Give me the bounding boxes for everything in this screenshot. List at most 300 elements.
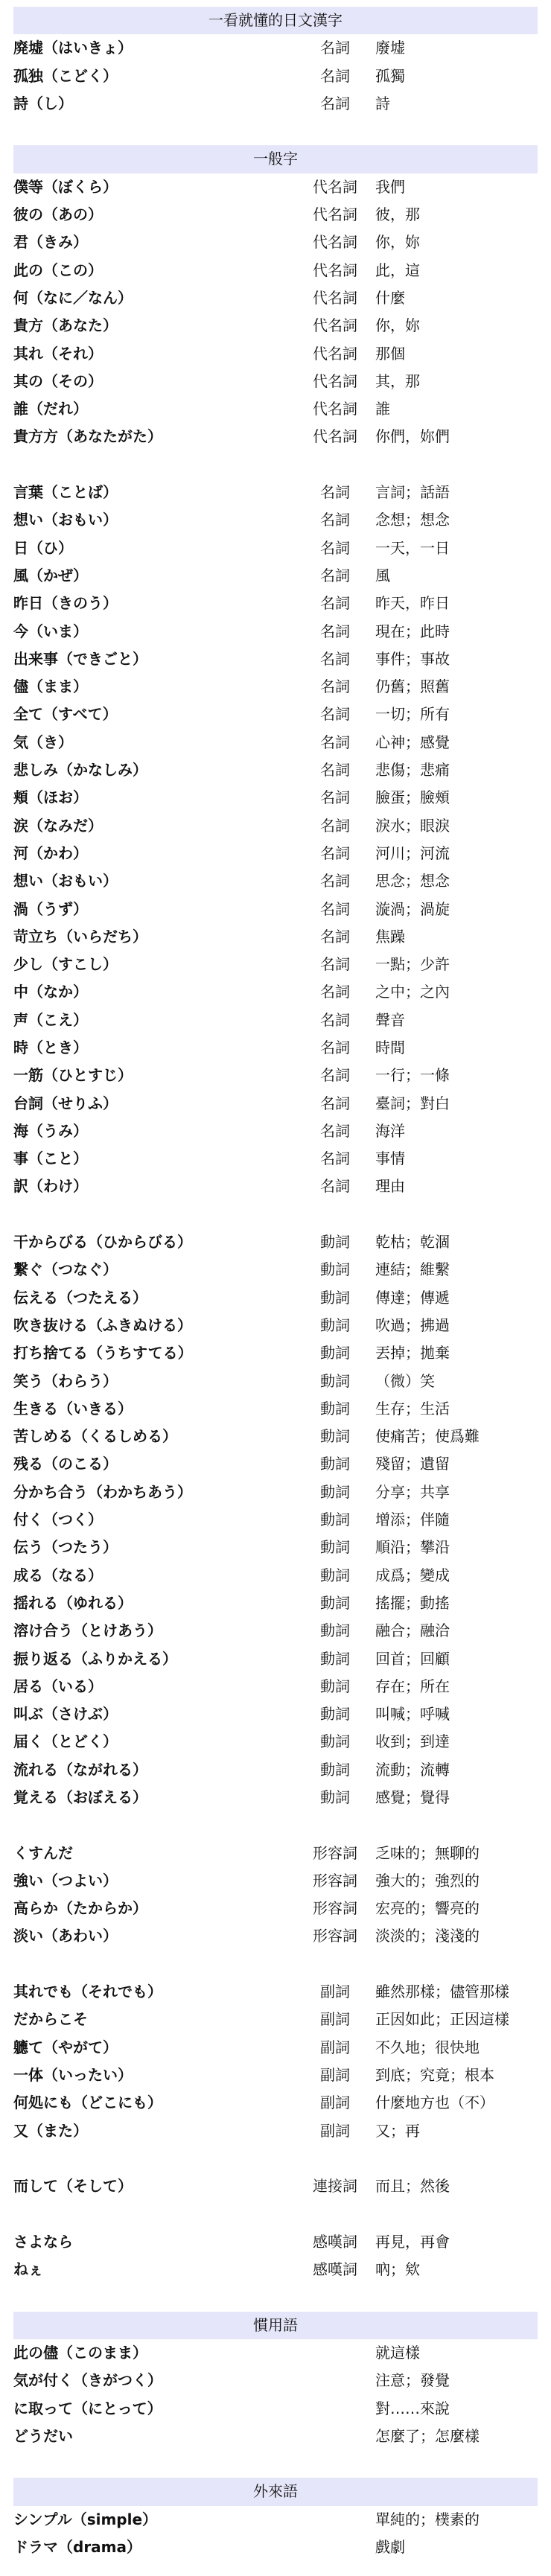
vocab-row <box>0 1784 551 1811</box>
part-of-speech: 副詞 <box>320 2038 350 2056</box>
vocab-word: 誰（だれ） <box>13 400 88 418</box>
group-spacer <box>0 2200 551 2228</box>
vocab-word: 悲しみ（かなしみ） <box>13 761 147 780</box>
vocab-meaning: 又；再 <box>375 2121 420 2140</box>
vocab-row <box>0 645 551 673</box>
vocab-word: 想い（おもい） <box>13 872 118 890</box>
vocab-meaning: 一點；少許 <box>375 955 450 974</box>
vocab-word: 其れ（それ） <box>13 344 103 363</box>
vocab-meaning: 傳達；傳遞 <box>375 1288 450 1307</box>
part-of-speech: 名詞 <box>320 733 350 751</box>
vocab-row <box>0 1339 551 1367</box>
part-of-speech: 動詞 <box>320 1482 350 1501</box>
vocab-row <box>0 173 551 201</box>
part-of-speech: 動詞 <box>320 1649 350 1668</box>
section-spacer <box>0 2283 551 2311</box>
vocab-word: 軈て（やがて） <box>13 2038 118 2056</box>
part-of-speech: 形容詞 <box>313 1871 357 1890</box>
vocab-word: 少し（すこし） <box>13 955 118 974</box>
vocab-meaning: 再見，再會 <box>375 2232 450 2251</box>
vocab-word: シンプル（simple） <box>13 2510 158 2528</box>
vocab-word: 廃墟（はいきょ） <box>13 39 133 57</box>
vocab-row <box>0 673 551 701</box>
vocab-meaning: 成爲；變成 <box>375 1566 450 1584</box>
vocab-meaning: 那個 <box>375 344 405 363</box>
vocab-row <box>0 479 551 506</box>
part-of-speech: 動詞 <box>320 1316 350 1334</box>
vocab-row <box>0 1978 551 2006</box>
vocab-meaning: 一行；一條 <box>375 1066 450 1085</box>
vocab-row <box>0 896 551 923</box>
vocab-row <box>0 34 551 62</box>
vocab-word: 揺れる（ゆれる） <box>13 1593 133 1612</box>
section-header: 一般字 <box>13 145 538 173</box>
vocab-row <box>0 2006 551 2033</box>
part-of-speech: 名詞 <box>320 844 350 862</box>
part-of-speech: 動詞 <box>320 1233 350 1252</box>
vocab-word: 淡い（あわい） <box>13 1927 118 1945</box>
part-of-speech: 動詞 <box>320 1371 350 1390</box>
vocab-word: 吹き抜ける（ふきぬける） <box>13 1316 192 1334</box>
vocab-meaning: 回首；回顧 <box>375 1649 450 1668</box>
vocab-word: 叫ぶ（さけぶ） <box>13 1705 118 1724</box>
vocab-row <box>0 229 551 256</box>
part-of-speech: 動詞 <box>320 1705 350 1724</box>
vocab-meaning: 時間 <box>375 1038 405 1056</box>
vocab-word: 涙（なみだ） <box>13 816 103 835</box>
vocab-meaning: 一天，一日 <box>375 538 450 557</box>
vocab-meaning: 吶；欸 <box>375 2260 420 2279</box>
part-of-speech: 代名詞 <box>313 177 357 196</box>
part-of-speech: 動詞 <box>320 1788 350 1806</box>
part-of-speech: 副詞 <box>320 2121 350 2140</box>
vocab-word: 君（きみ） <box>13 233 88 252</box>
part-of-speech: 形容詞 <box>313 1927 357 1945</box>
vocab-row <box>0 840 551 867</box>
part-of-speech: 副詞 <box>320 2010 350 2029</box>
vocab-meaning: 事情 <box>375 1150 405 1168</box>
vocab-meaning: 念想；想念 <box>375 511 450 529</box>
vocab-word: 又（また） <box>13 2121 88 2140</box>
vocab-row <box>0 1673 551 1700</box>
vocab-meaning: 乏味的；無聊的 <box>375 1843 480 1862</box>
part-of-speech: 代名詞 <box>313 316 357 335</box>
vocab-word: 其れでも（それでも） <box>13 1983 162 2001</box>
part-of-speech: 代名詞 <box>313 372 357 390</box>
vocab-row <box>0 1256 551 1284</box>
vocab-row <box>0 978 551 1006</box>
vocab-meaning: 叫喊；呼喊 <box>375 1705 450 1724</box>
part-of-speech: 動詞 <box>320 1455 350 1473</box>
part-of-speech: 名詞 <box>320 983 350 1001</box>
vocab-row <box>0 1395 551 1423</box>
vocab-meaning: 宏亮的；響亮的 <box>375 1899 480 1918</box>
vocab-meaning: 廢墟 <box>375 39 405 57</box>
vocab-word: 苛立ち（いらだち） <box>13 927 147 946</box>
part-of-speech: 名詞 <box>320 566 350 584</box>
part-of-speech: 動詞 <box>320 1566 350 1584</box>
group-spacer <box>0 2145 551 2172</box>
vocab-word: 何処にも（どこにも） <box>13 2094 162 2112</box>
vocab-meaning: 到底；究竟；根本 <box>375 2065 494 2084</box>
part-of-speech: 名詞 <box>320 94 350 112</box>
vocab-row <box>0 257 551 284</box>
vocab-word: 時（とき） <box>13 1038 88 1056</box>
vocab-meaning: 詩 <box>375 94 390 112</box>
vocab-row <box>0 2034 551 2062</box>
vocab-meaning: 孤獨 <box>375 66 405 85</box>
vocab-meaning: 戲劇 <box>375 2538 405 2557</box>
vocab-meaning: 你，妳 <box>375 233 420 252</box>
vocab-meaning: 殘留；遺留 <box>375 1455 450 1473</box>
vocab-row <box>0 1562 551 1590</box>
vocab-row <box>0 1895 551 1922</box>
part-of-speech: 名詞 <box>320 1066 350 1085</box>
vocab-word: 中（なか） <box>13 983 88 1001</box>
vocab-row <box>0 1867 551 1895</box>
part-of-speech: 代名詞 <box>313 233 357 252</box>
vocab-meaning: 流動；流轉 <box>375 1760 450 1779</box>
part-of-speech: 名詞 <box>320 761 350 780</box>
vocab-word: 気（き） <box>13 733 73 751</box>
vocab-word: どうだい <box>13 2426 73 2445</box>
vocab-word: 気が付く（きがつく） <box>13 2371 162 2390</box>
vocab-meaning: 融合；融洽 <box>375 1622 450 1640</box>
vocab-word: 伝う（つたう） <box>13 1538 118 1557</box>
vocab-word: 日（ひ） <box>13 538 73 557</box>
part-of-speech: 名詞 <box>320 483 350 502</box>
vocab-row <box>0 284 551 312</box>
vocab-word: 一筋（ひとすじ） <box>13 1066 133 1085</box>
part-of-speech: 名詞 <box>320 511 350 529</box>
vocab-word: 台詞（せりふ） <box>13 1094 118 1112</box>
vocab-row <box>0 2256 551 2283</box>
section-header: 外來語 <box>13 2478 538 2505</box>
vocab-meaning: 你們，妳們 <box>375 427 450 446</box>
part-of-speech: 名詞 <box>320 66 350 85</box>
vocab-row <box>0 2339 551 2367</box>
part-of-speech: 名詞 <box>320 1121 350 1140</box>
vocab-meaning: 言詞；話語 <box>375 483 450 502</box>
group-spacer <box>0 451 551 479</box>
vocab-meaning: 其，那 <box>375 372 420 390</box>
vocab-row <box>0 90 551 118</box>
vocab-row <box>0 2228 551 2256</box>
vocab-meaning: 昨天，昨日 <box>375 594 450 613</box>
vocab-row <box>0 340 551 368</box>
vocab-row <box>0 1922 551 1950</box>
vocab-word: 覚える（おぼえる） <box>13 1788 147 1806</box>
vocab-meaning: 臉蛋；臉頰 <box>375 788 450 807</box>
section-spacer <box>0 2450 551 2478</box>
vocab-word: 打ち捨てる（うちすてる） <box>13 1344 193 1362</box>
vocab-row <box>0 1312 551 1339</box>
vocab-word: 高らか（たからか） <box>13 1899 147 1918</box>
vocab-word: 笑う（わらう） <box>13 1371 118 1390</box>
vocab-row <box>0 923 551 951</box>
vocab-word: ドラマ（drama） <box>13 2538 142 2557</box>
vocab-word: 出来事（できごと） <box>13 649 147 668</box>
vocab-meaning: 你，妳 <box>375 316 420 335</box>
vocab-meaning: 聲音 <box>375 1010 405 1029</box>
vocab-word: くすんだ <box>13 1843 73 1862</box>
vocab-word: 生きる（いきる） <box>13 1399 133 1418</box>
vocab-meaning: 此，這 <box>375 261 420 279</box>
vocab-meaning: 收到；到達 <box>375 1732 450 1751</box>
vocab-row <box>0 1700 551 1728</box>
group-spacer <box>0 1811 551 1839</box>
vocab-word: 事（こと） <box>13 1150 88 1168</box>
vocab-word: さよなら <box>13 2232 73 2251</box>
part-of-speech: 名詞 <box>320 705 350 724</box>
vocab-word: 渦（うず） <box>13 899 88 918</box>
part-of-speech: 名詞 <box>320 538 350 557</box>
vocab-row <box>0 1228 551 1256</box>
vocab-meaning: 淚水；眼淚 <box>375 816 450 835</box>
vocab-meaning: 使痛苦；使爲難 <box>375 1427 480 1446</box>
vocab-row <box>0 1506 551 1534</box>
vocab-meaning: 吹過；拂過 <box>375 1316 450 1334</box>
vocab-meaning: 風 <box>375 566 390 584</box>
part-of-speech: 名詞 <box>320 955 350 974</box>
vocab-meaning: 強大的；強烈的 <box>375 1871 480 1890</box>
part-of-speech: 副詞 <box>320 2094 350 2112</box>
part-of-speech: 名詞 <box>320 816 350 835</box>
vocab-meaning: 誰 <box>375 400 390 418</box>
vocab-row <box>0 368 551 395</box>
vocab-meaning: 什麼 <box>375 288 405 307</box>
part-of-speech: 代名詞 <box>313 205 357 224</box>
vocab-word: 儘（まま） <box>13 678 88 696</box>
part-of-speech: 動詞 <box>320 1427 350 1446</box>
vocab-word: 貴方方（あなたがた） <box>13 427 162 446</box>
part-of-speech: 名詞 <box>320 39 350 57</box>
vocab-meaning: 思念；想念 <box>375 872 450 890</box>
part-of-speech: 名詞 <box>320 649 350 668</box>
vocab-word: 繋ぐ（つなぐ） <box>13 1260 118 1279</box>
vocab-word: 言葉（ことば） <box>13 483 118 502</box>
vocab-word: 溶け合う（とけあう） <box>13 1622 162 1640</box>
part-of-speech: 名詞 <box>320 788 350 807</box>
vocab-row <box>0 312 551 339</box>
vocab-meaning: 就這樣 <box>375 2343 420 2362</box>
vocab-word: 昨日（きのう） <box>13 594 118 613</box>
vocab-word: 詩（し） <box>13 94 73 112</box>
vocab-meaning: 雖然那樣；儘管那樣 <box>375 1983 509 2001</box>
vocab-meaning: 淡淡的；淺淺的 <box>375 1927 480 1945</box>
part-of-speech: 動詞 <box>320 1344 350 1362</box>
vocab-meaning: 事件；事故 <box>375 649 450 668</box>
vocab-meaning: 現在；此時 <box>375 622 450 640</box>
vocab-meaning: 感覺；覺得 <box>375 1788 450 1806</box>
vocab-row <box>0 562 551 590</box>
vocab-meaning: 什麼地方也（不） <box>375 2094 494 2112</box>
vocab-row <box>0 1756 551 1784</box>
vocab-word: だからこそ <box>13 2010 88 2029</box>
vocab-word: ねぇ <box>13 2260 43 2279</box>
part-of-speech: 動詞 <box>320 1399 350 1418</box>
vocab-meaning: 彼，那 <box>375 205 420 224</box>
vocab-row <box>0 729 551 756</box>
part-of-speech: 名詞 <box>320 622 350 640</box>
vocab-row <box>0 506 551 534</box>
vocab-word: 居る（いる） <box>13 1677 103 1695</box>
vocab-row <box>0 1617 551 1645</box>
vocab-meaning: 存在；所在 <box>375 1677 450 1695</box>
part-of-speech: 代名詞 <box>313 400 357 418</box>
vocab-row <box>0 618 551 645</box>
part-of-speech: 形容詞 <box>313 1843 357 1862</box>
vocab-word: 全て（すべて） <box>13 705 118 724</box>
vocab-meaning: 丟掉；拋棄 <box>375 1344 450 1362</box>
vocab-meaning: 悲傷；悲痛 <box>375 761 450 780</box>
vocab-meaning: （微）笑 <box>375 1371 435 1390</box>
vocab-meaning: 分享；共享 <box>375 1482 450 1501</box>
vocab-meaning: 增添；伴隨 <box>375 1511 450 1529</box>
vocab-row <box>0 1840 551 1867</box>
vocab-word: 貴方（あなた） <box>13 316 118 335</box>
part-of-speech: 名詞 <box>320 1150 350 1168</box>
vocab-row <box>0 395 551 423</box>
vocab-row <box>0 812 551 840</box>
vocab-meaning: 乾枯；乾涸 <box>375 1233 450 1252</box>
vocab-word: 僕等（ぼくら） <box>13 177 118 196</box>
part-of-speech: 動詞 <box>320 1677 350 1695</box>
part-of-speech: 名詞 <box>320 1038 350 1056</box>
part-of-speech: 副詞 <box>320 1983 350 2001</box>
vocab-row <box>0 1034 551 1062</box>
vocab-row <box>0 951 551 978</box>
vocab-meaning: 理由 <box>375 1177 405 1196</box>
vocab-word: に取って（にとって） <box>13 2399 162 2417</box>
vocab-word: 何（なに／なん） <box>13 288 133 307</box>
part-of-speech: 副詞 <box>320 2065 350 2084</box>
section-header: 一看就懂的日文漢字 <box>13 7 538 34</box>
vocab-meaning: 連結；維繫 <box>375 1260 450 1279</box>
vocab-meaning: 一切；所有 <box>375 705 450 724</box>
part-of-speech: 動詞 <box>320 1288 350 1307</box>
section-header: 慣用語 <box>13 2312 538 2339</box>
vocab-meaning: 焦躁 <box>375 927 405 946</box>
vocab-row <box>0 2089 551 2117</box>
vocab-meaning: 搖擺；動搖 <box>375 1593 450 1612</box>
vocab-row <box>0 2395 551 2423</box>
vocab-row <box>0 867 551 895</box>
vocab-word: 残る（のこる） <box>13 1455 118 1473</box>
vocab-row <box>0 2367 551 2394</box>
part-of-speech: 連接詞 <box>313 2177 357 2196</box>
vocab-row <box>0 590 551 617</box>
vocab-word: 風（かぜ） <box>13 566 88 584</box>
part-of-speech: 名詞 <box>320 872 350 890</box>
vocab-word: 而して（そして） <box>13 2177 133 2196</box>
part-of-speech: 代名詞 <box>313 288 357 307</box>
vocab-word: 河（かわ） <box>13 844 88 862</box>
part-of-speech: 感嘆詞 <box>313 2260 357 2279</box>
part-of-speech: 名詞 <box>320 678 350 696</box>
part-of-speech: 動詞 <box>320 1538 350 1557</box>
vocab-meaning: 單純的；樸素的 <box>375 2510 480 2528</box>
part-of-speech: 形容詞 <box>313 1899 357 1918</box>
vocab-word: 振り返る（ふりかえる） <box>13 1649 177 1668</box>
vocab-row <box>0 1007 551 1034</box>
vocab-row <box>0 535 551 562</box>
vocab-meaning: 心神；感覺 <box>375 733 450 751</box>
vocab-meaning: 海洋 <box>375 1121 405 1140</box>
vocab-row <box>0 1145 551 1173</box>
vocab-meaning: 之中；之內 <box>375 983 450 1001</box>
vocab-word: 彼の（あの） <box>13 205 103 224</box>
vocab-word: 伝える（つたえる） <box>13 1288 147 1307</box>
vocab-word: 分かち合う（わかちあう） <box>13 1482 192 1501</box>
vocab-meaning: 不久地；很快地 <box>375 2038 480 2056</box>
vocab-row <box>0 756 551 784</box>
part-of-speech: 名詞 <box>320 594 350 613</box>
vocab-row <box>0 1173 551 1200</box>
part-of-speech: 動詞 <box>320 1260 350 1279</box>
vocab-word: 流れる（ながれる） <box>13 1760 147 1779</box>
part-of-speech: 名詞 <box>320 899 350 918</box>
vocab-row <box>0 1423 551 1450</box>
vocab-word: 届く（とどく） <box>13 1732 118 1751</box>
vocab-word: 声（こえ） <box>13 1010 88 1029</box>
vocab-row <box>0 1118 551 1145</box>
vocab-word: 今（いま） <box>13 622 88 640</box>
vocab-word: 此の（この） <box>13 261 103 279</box>
part-of-speech: 感嘆詞 <box>313 2232 357 2251</box>
vocab-word: 想い（おもい） <box>13 511 118 529</box>
vocab-word: 此の儘（このまま） <box>13 2343 147 2362</box>
vocab-row <box>0 701 551 728</box>
vocab-row <box>0 2534 551 2561</box>
vocab-meaning: 漩渦；渦旋 <box>375 899 450 918</box>
vocab-row <box>0 1645 551 1673</box>
section-spacer <box>0 118 551 145</box>
vocab-row <box>0 201 551 229</box>
part-of-speech: 動詞 <box>320 1732 350 1751</box>
vocab-meaning: 正因如此；正因這樣 <box>375 2010 509 2029</box>
part-of-speech: 動詞 <box>320 1622 350 1640</box>
part-of-speech: 名詞 <box>320 927 350 946</box>
vocab-row <box>0 2506 551 2534</box>
vocab-meaning: 對……來說 <box>375 2399 450 2417</box>
vocab-meaning: 順沿；攀沿 <box>375 1538 450 1557</box>
vocab-row <box>0 1062 551 1089</box>
vocab-word: 干からびる（ひからびる） <box>13 1233 192 1252</box>
part-of-speech: 代名詞 <box>313 261 357 279</box>
vocab-row <box>0 1368 551 1395</box>
part-of-speech: 名詞 <box>320 1094 350 1112</box>
vocab-meaning: 河川；河流 <box>375 844 450 862</box>
vocab-row <box>0 2172 551 2200</box>
vocab-word: 付く（つく） <box>13 1511 103 1529</box>
vocab-row <box>0 784 551 812</box>
group-spacer <box>0 1951 551 1978</box>
vocab-meaning: 我們 <box>375 177 405 196</box>
vocab-word: 訳（わけ） <box>13 1177 88 1196</box>
vocab-meaning: 仍舊；照舊 <box>375 678 450 696</box>
vocab-word: 強い（つよい） <box>13 1871 118 1890</box>
vocab-meaning: 而且；然後 <box>375 2177 450 2196</box>
part-of-speech: 動詞 <box>320 1593 350 1612</box>
vocab-word: 成る（なる） <box>13 1566 103 1584</box>
vocab-row <box>0 1534 551 1561</box>
vocab-word: 海（うみ） <box>13 1121 88 1140</box>
part-of-speech: 名詞 <box>320 1177 350 1196</box>
vocab-row <box>0 1284 551 1312</box>
vocab-row <box>0 2423 551 2450</box>
part-of-speech: 動詞 <box>320 1760 350 1779</box>
